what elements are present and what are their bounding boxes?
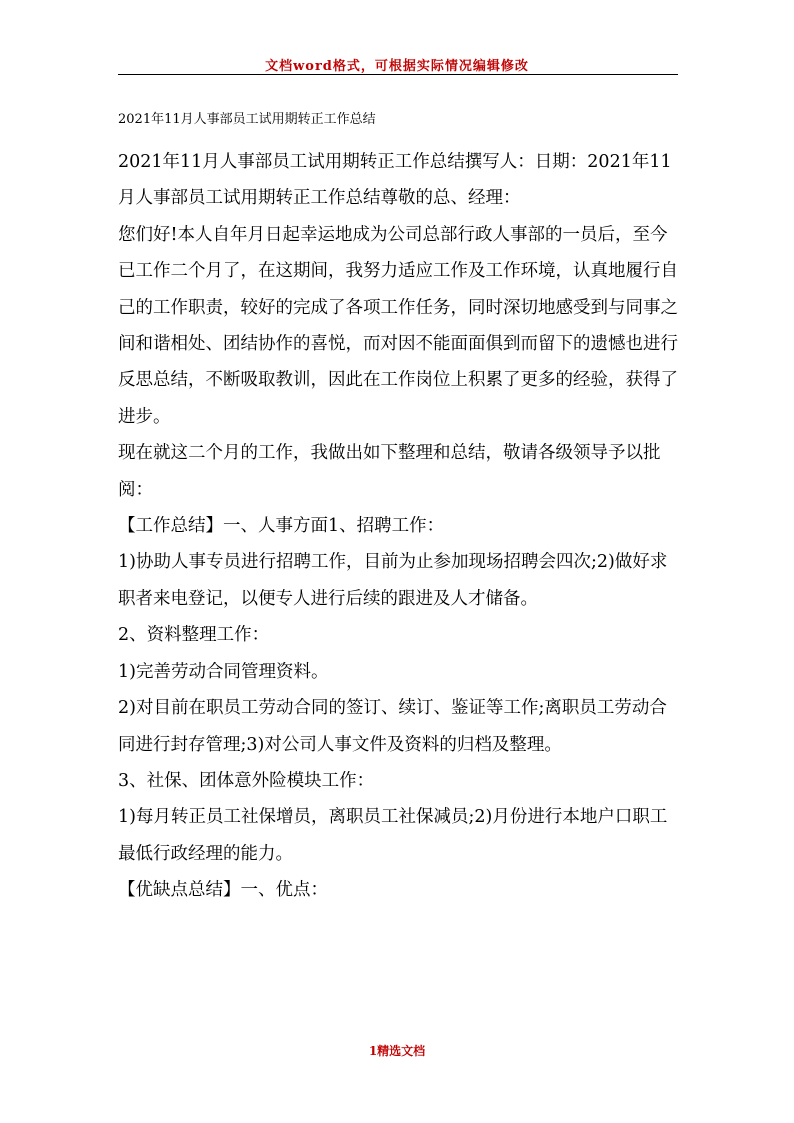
paragraph-5: 1)协助人事专员进行招聘工作，目前为止参加现场招聘会四次;2)做好求职者来电登记，以便专人进行后续的跟进及人才储备。 bbox=[118, 552, 668, 609]
paragraph-3: 现在就这二个月的工作，我做出如下整理和总结，敬请各级领导予以批阅： bbox=[118, 443, 661, 500]
paragraph-2: 您们好!本人自年月日起幸运地成为公司总部行政人事部的一员后，至今已工作二个月了，在这期间，我努力适应工作及工作环境，认真地履行自己的工作职责，较好的完成了各项工作任务，同时深切地感受到与同事之间和谐相处、团结协作的喜悦，而对因不能面面俱到而留下的遗憾也进行反思总结，不断吸取教训，因此在工作岗位上积累了更多的经验，获得了进步。 bbox=[118, 224, 678, 427]
document-body bbox=[118, 144, 678, 909]
paragraph-8: 2)对目前在职员工劳动合同的签订、续订、鉴证等工作;离职员工劳动合同进行封存管理;3)对公司人事文件及资料的归档及整理。 bbox=[118, 698, 667, 755]
paragraph-1: 2021年11月人事部员工试用期转正工作总结撰写人：日期：2021年11月人事部员工试用期转正工作总结尊敬的总、经理： bbox=[118, 152, 672, 209]
header-rule bbox=[118, 74, 678, 75]
paragraph-11: 【优缺点总结】一、优点： bbox=[118, 880, 328, 901]
paragraph-9: 3、社保、团体意外险模块工作： bbox=[118, 770, 375, 791]
page-header: 文档word格式，可根据实际情况编辑修改 bbox=[265, 59, 529, 74]
document-title: 2021年11月人事部员工试用期转正工作总结 bbox=[118, 112, 376, 127]
paragraph-10: 1)每月转正员工社保增员，离职员工社保减员;2)月份进行本地户口职工最低行政经理的能力。 bbox=[118, 807, 668, 864]
paragraph-7: 1)完善劳动合同管理资料。 bbox=[118, 661, 329, 682]
paragraph-4: 【工作总结】一、人事方面1、招聘工作： bbox=[118, 516, 445, 537]
paragraph-6: 2、资料整理工作： bbox=[118, 625, 270, 646]
page-footer: 1精选文档 bbox=[368, 1044, 426, 1058]
